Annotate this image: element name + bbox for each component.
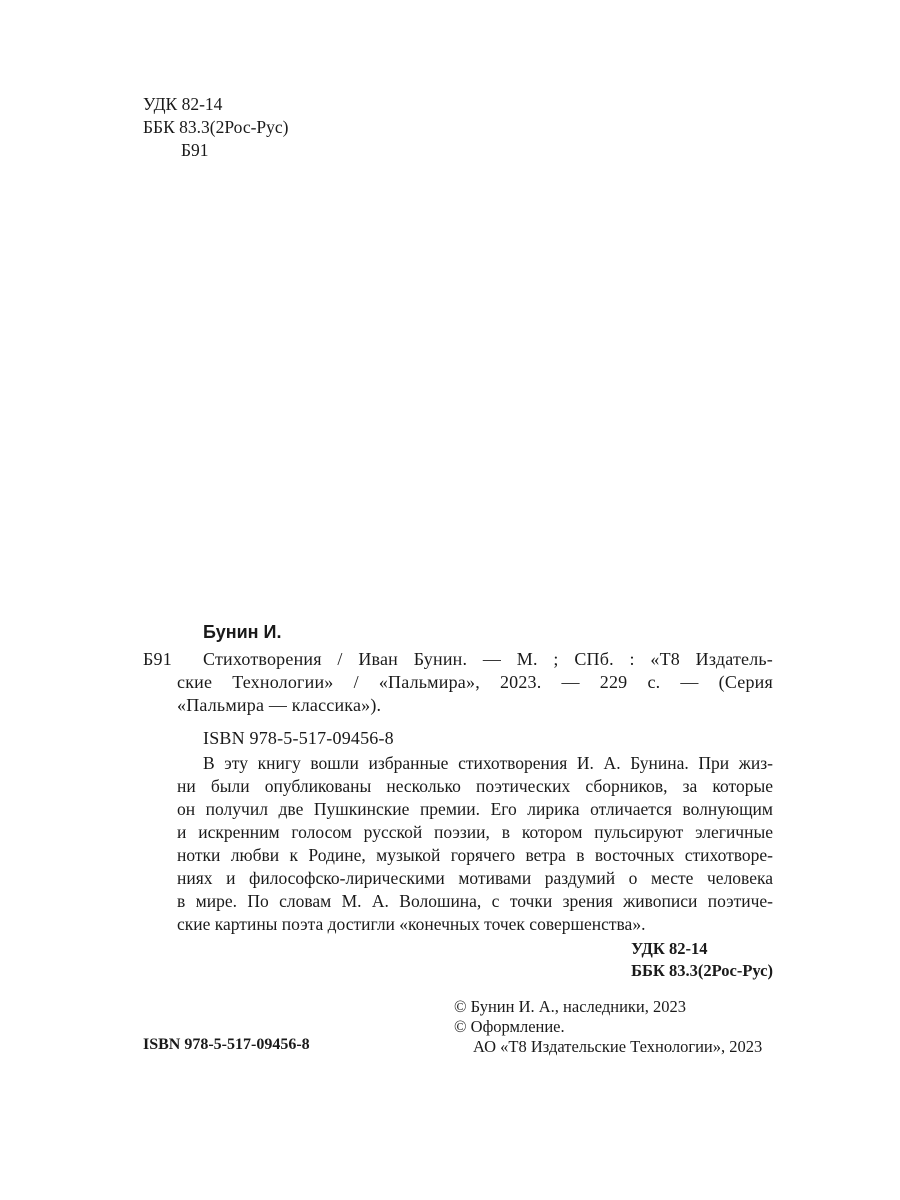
copyright-notices [454, 997, 762, 1057]
isbn-bottom: ISBN 978-5-517-09456-8 [143, 1036, 310, 1053]
catalog-author: Бунин И. [203, 622, 282, 642]
copyright-line-2: © Оформление. [454, 1017, 565, 1036]
bbk-code: ББК 83.3(2Рос-Рус) [143, 117, 289, 137]
catalog-description-line-1: Стихотворения / Иван Бунин. — М. ; СПб. : «Т8 Издатель- [203, 649, 773, 669]
annotation-line: в мире. По словам М. А. Волошина, с точки зрения живописи поэтиче- [177, 891, 773, 911]
top-classification-codes [143, 93, 289, 162]
annotation-line: ни были опубликованы несколько поэтических сборников, за которые [177, 776, 773, 796]
catalog-isbn: ISBN 978-5-517-09456-8 [203, 728, 394, 748]
copyright-line-1: © Бунин И. А., наследники, 2023 [454, 997, 687, 1016]
annotation-line: ниях и философско-лирическими мотивами раздумий о месте человека [177, 868, 773, 888]
book-annotation [177, 752, 773, 936]
annotation-line: ские картины поэта достигли «конечных точек совершенства». [177, 914, 646, 934]
bbk-code-bottom: ББК 83.3(2Рос-Рус) [631, 961, 773, 980]
annotation-line: он получил две Пушкинские премии. Его лирика отличается волнующим [177, 799, 773, 819]
annotation-line: В эту книгу вошли избранные стихотворения И. А. Бунина. При жиз- [203, 753, 773, 773]
catalog-author-mark: Б91 [143, 649, 172, 669]
catalog-description-line-2: ские Технологии» / «Пальмира», 2023. — 229 с. — (Серия [177, 672, 773, 692]
udk-code: УДК 82-14 [143, 94, 223, 114]
annotation-line: и искренним голосом русской поэзии, в котором пульсируют элегичные [177, 822, 773, 842]
author-mark: Б91 [181, 140, 209, 160]
bottom-classification-codes [631, 938, 773, 982]
annotation-line: нотки любви к Родине, музыкой горячего ветра в восточных стихотворе- [177, 845, 773, 865]
copyright-line-3: АО «Т8 Издательские Технологии», 2023 [473, 1037, 763, 1056]
udk-code-bottom: УДК 82-14 [631, 939, 708, 958]
catalog-description-line-3: «Пальмира — классика»). [177, 695, 382, 715]
